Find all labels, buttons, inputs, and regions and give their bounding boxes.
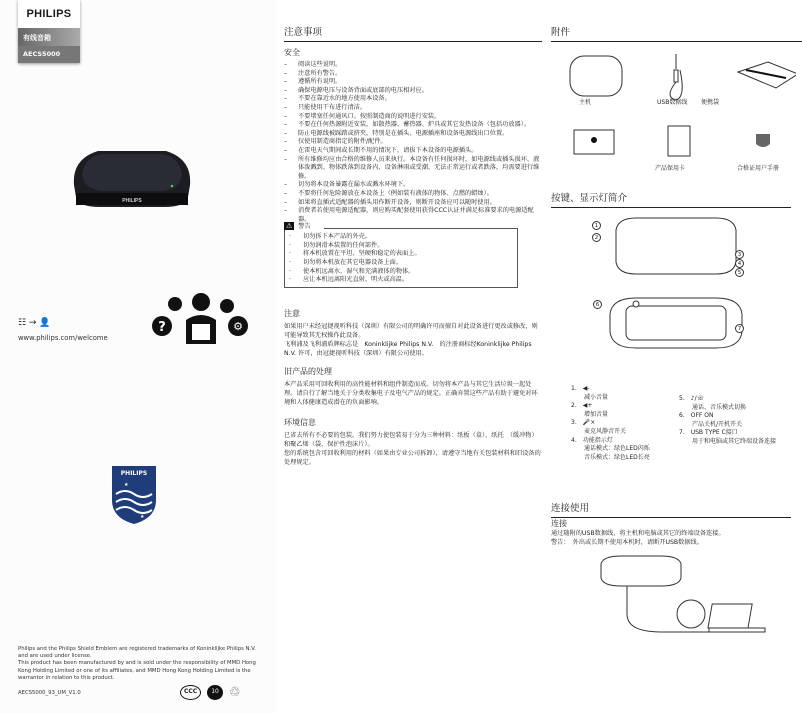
safety-item: – 所有维修均应由合格的维修人员来执行。本设备有任何损坏时，如电源线或插头损坏、液体泼溅到、物体跌落到设备内、设备淋雨或受潮、无法正常运行或者跌落，均需要进行维修。 bbox=[284, 156, 542, 182]
safety-item: – 在雷电天气期间或长期不用的情况下，请拔下本设备的电源插头。 bbox=[284, 147, 542, 156]
control-icon: 功能指示灯 bbox=[582, 436, 613, 444]
control-heading bbox=[679, 429, 789, 438]
controls-diagram bbox=[606, 214, 746, 354]
controls-title: 按键、显示灯简介 bbox=[551, 190, 791, 208]
connect-warning: 警告： 外出或长期不使用本机时，请断开USB数据线。 bbox=[551, 539, 703, 546]
safety-item: – 如果将直插式适配器的插头用作断开设备，则断开设备应可以随时使用。 bbox=[284, 199, 542, 208]
accessory-images bbox=[566, 52, 796, 164]
control-heading bbox=[571, 385, 671, 394]
disposal-title: 旧产品的处理 bbox=[284, 366, 332, 376]
notice-text: 飞利浦及飞利浦盾牌标志是 Koninklijke Philips N.V. 的注册商标经Koninklijke Philips N.V. 许可，由冠捷视听科技（深圳）有限公司使用。 bbox=[284, 340, 532, 357]
controls-list-right bbox=[679, 395, 789, 447]
control-item bbox=[571, 437, 671, 463]
accessory-label: 主机 bbox=[579, 99, 592, 106]
control-item bbox=[679, 429, 789, 446]
control-desc: 用于和电脑或其它终端设备连接 bbox=[692, 437, 777, 445]
warning-item: · 切勿将本机放在其它电器设备上面。 bbox=[289, 259, 513, 268]
safety-item: – 遵循所有说明。 bbox=[284, 78, 542, 87]
footer-line: This product has been manufactured by and is sold under the responsibility of MMD Hong Kong Holding Limited or one of its affiliates, and MMD Hong Kong Holding Limited is the warrantor in relation to this product. bbox=[18, 660, 256, 681]
control-icon: ♪/☏ bbox=[690, 395, 705, 402]
control-desc: 音乐模式：绿色LED长亮 bbox=[584, 453, 650, 461]
callout-6: 6 bbox=[593, 300, 602, 309]
control-item bbox=[679, 412, 789, 429]
control-heading bbox=[571, 402, 671, 411]
svg-text:PHILIPS: PHILIPS bbox=[120, 470, 148, 477]
recycle-icon: ♲ bbox=[228, 685, 241, 700]
svg-text:⚙: ⚙ bbox=[233, 320, 243, 333]
safety-item: – 不要将任何危险源放在本设备上（例如装有液体的物体、点燃的蜡烛）。 bbox=[284, 190, 542, 199]
control-heading bbox=[571, 419, 671, 428]
control-icon: OFF ON bbox=[690, 412, 714, 420]
callout-2: 2 bbox=[592, 233, 601, 242]
warning-item: · 使本机远离水、湿气和充满液体的物体。 bbox=[289, 268, 513, 277]
model-number: AECS5000 bbox=[18, 46, 80, 63]
connect-title: 连接 bbox=[551, 519, 567, 528]
safety-item: – 切勿将本设备暴露在漏水或溅水环境下。 bbox=[284, 181, 542, 190]
safety-item: – 注意所有警告。 bbox=[284, 70, 542, 79]
cover-page bbox=[0, 0, 276, 713]
disposal-text: 本产品采用可回收利用的高性能材料和组件制造而成。切勿将本产品与其它生活垃圾一起处理。请自行了解当地关于分类收集电子及电气产品的规定。正确弃置这些产品有助于避免对环境和人体健康造成潜在的负面影响。 bbox=[284, 380, 538, 406]
warning-item: · 切勿润滑本装置的任何部件。 bbox=[289, 242, 513, 251]
svg-text:PHILIPS: PHILIPS bbox=[122, 198, 142, 204]
callout-3: 3 bbox=[735, 250, 744, 259]
register-icons: ☷ → 👤 bbox=[18, 318, 51, 328]
control-number: 7. bbox=[679, 429, 685, 437]
control-item bbox=[571, 385, 671, 402]
control-number: 1. bbox=[571, 385, 577, 392]
notes-page bbox=[284, 24, 542, 467]
accessory-label: USB数据线 bbox=[657, 99, 688, 106]
welcome-url[interactable]: www.philips.com/welcome bbox=[18, 334, 108, 342]
callout-4: 4 bbox=[735, 259, 744, 268]
control-number: 3. bbox=[571, 419, 577, 427]
ccc-mark: CCC bbox=[180, 685, 201, 700]
control-desc: 减小音量 bbox=[584, 393, 609, 401]
accessories-page bbox=[551, 24, 802, 713]
environment-text: 已省去所有不必要的包装。我们努力使包装易于分为三种材料：纸板（盒）、纸托 （缓冲物）和聚乙烯（袋、保护性泡沫片）。 bbox=[284, 431, 538, 448]
control-desc: 通话模式：绿色LED闪烁 bbox=[584, 445, 650, 453]
environment-text: 您的系统包含可回收利用的材料（如果由专业公司拆卸），请遵守当地有关包装材料和旧设备的处理规定。 bbox=[284, 449, 541, 466]
accessory-label: 合格证用户手册 bbox=[737, 165, 780, 172]
controls-list-left bbox=[571, 385, 671, 462]
svg-text:★: ★ bbox=[140, 514, 145, 520]
user-manual-icons bbox=[150, 292, 252, 344]
safety-item: – 不要堵塞任何通风口。按照制造商的说明进行安装。 bbox=[284, 113, 542, 122]
callout-1: 1 bbox=[592, 221, 601, 230]
safety-item: – 消费者若使用电源适配器，则应购买配套使用获得CCC认证并满足标准要求的电源适配器。 bbox=[284, 207, 542, 224]
svg-text:★: ★ bbox=[124, 482, 129, 488]
environment-title: 环境信息 bbox=[284, 417, 316, 427]
control-desc: 通话、音乐模式切换 bbox=[692, 403, 747, 411]
safety-item: – 不要在靠近水的地方使用本设备。 bbox=[284, 95, 542, 104]
control-icon: ◀- bbox=[582, 385, 590, 392]
control-number: 6. bbox=[679, 412, 685, 420]
accessories-title: 附件 bbox=[551, 24, 802, 42]
warning-title: 警告 bbox=[298, 223, 311, 231]
control-desc: 产品关机/开机开关 bbox=[692, 420, 743, 428]
control-icon: ◀+ bbox=[582, 402, 593, 410]
safety-item: – 仅使用制造商指定的附件/配件。 bbox=[284, 138, 542, 147]
brand-label bbox=[18, 0, 80, 63]
control-icon: USB TYPE C接口 bbox=[690, 429, 738, 437]
control-item bbox=[571, 402, 671, 419]
control-number: 4. bbox=[571, 436, 577, 444]
warning-item: · 将本机放置在平坦、坚硬和稳定的表面上。 bbox=[289, 250, 513, 259]
notice-title: 注意 bbox=[284, 308, 300, 318]
control-icon: 🎤× bbox=[582, 419, 596, 427]
control-heading bbox=[679, 395, 789, 404]
safety-item: – 确保电源电压与设备背面或底部的电压相对应。 bbox=[284, 87, 542, 96]
safety-item: – 不要在任何热源附近安装，如散热器、蓄热器、炉具或其它发热设备（包括功放器）。 bbox=[284, 121, 542, 130]
speaker-image bbox=[68, 145, 196, 211]
footer-line: Philips and the Philips Shield Emblem are registered trademarks of Koninklijke Philips N.V. and are used under license. bbox=[18, 646, 256, 660]
control-number: 2. bbox=[571, 402, 577, 410]
warning-icon: ⚠ bbox=[286, 221, 293, 230]
control-desc: 麦克风静音开关 bbox=[584, 427, 627, 435]
usage-title: 连接使用 bbox=[551, 500, 791, 518]
warning-item: · 切勿拆下本产品的外壳。 bbox=[289, 233, 513, 242]
connection-diagram bbox=[591, 554, 801, 644]
control-heading bbox=[571, 437, 671, 446]
doc-code: AECS5000_93_UM_V1.0 bbox=[18, 690, 81, 696]
efup-10-mark: 10 bbox=[207, 685, 223, 700]
warning-list bbox=[289, 233, 513, 285]
svg-text:?: ? bbox=[158, 320, 166, 335]
warning-box bbox=[284, 221, 518, 288]
control-heading bbox=[679, 412, 789, 421]
safety-item: – 只能使用干布进行清洁。 bbox=[284, 104, 542, 113]
safety-item: – 阅读这些说明。 bbox=[284, 61, 542, 70]
connect-text: 通过随附的USB数据线，将主机和电脑或其它的终端设备连接。 bbox=[551, 530, 725, 537]
accessory-label: 便携袋 bbox=[701, 99, 720, 106]
safety-list bbox=[284, 61, 542, 224]
safety-title: 安全 bbox=[284, 48, 300, 57]
callout-5: 5 bbox=[735, 268, 744, 277]
safety-item: – 防止电源线被踩踏或挤夹，特别是在插头、电源插座和设备电源线出口位置。 bbox=[284, 130, 542, 139]
accessory-label: 产品保用卡 bbox=[655, 165, 686, 172]
control-desc: 增加音量 bbox=[584, 410, 609, 418]
warning-item: · 应让本机远离阳光直射、明火或高温。 bbox=[289, 276, 513, 285]
notes-title: 注意事项 bbox=[284, 24, 542, 42]
philips-logo: PHILIPS bbox=[18, 0, 80, 28]
certification-marks bbox=[180, 685, 241, 700]
philips-shield-logo bbox=[110, 464, 158, 526]
control-number: 5. bbox=[679, 395, 685, 402]
notice-text: 如果用户未经冠捷视听科技（深圳）有限公司的明确许可而擅自对此设备进行更改或修改，则可能导致其无权操作此设备。 bbox=[284, 322, 538, 339]
control-item bbox=[571, 419, 671, 436]
control-item bbox=[679, 395, 789, 412]
trademark-notice bbox=[18, 646, 258, 682]
callout-7: 7 bbox=[735, 324, 744, 333]
product-type: 有线音箱 bbox=[18, 28, 80, 46]
